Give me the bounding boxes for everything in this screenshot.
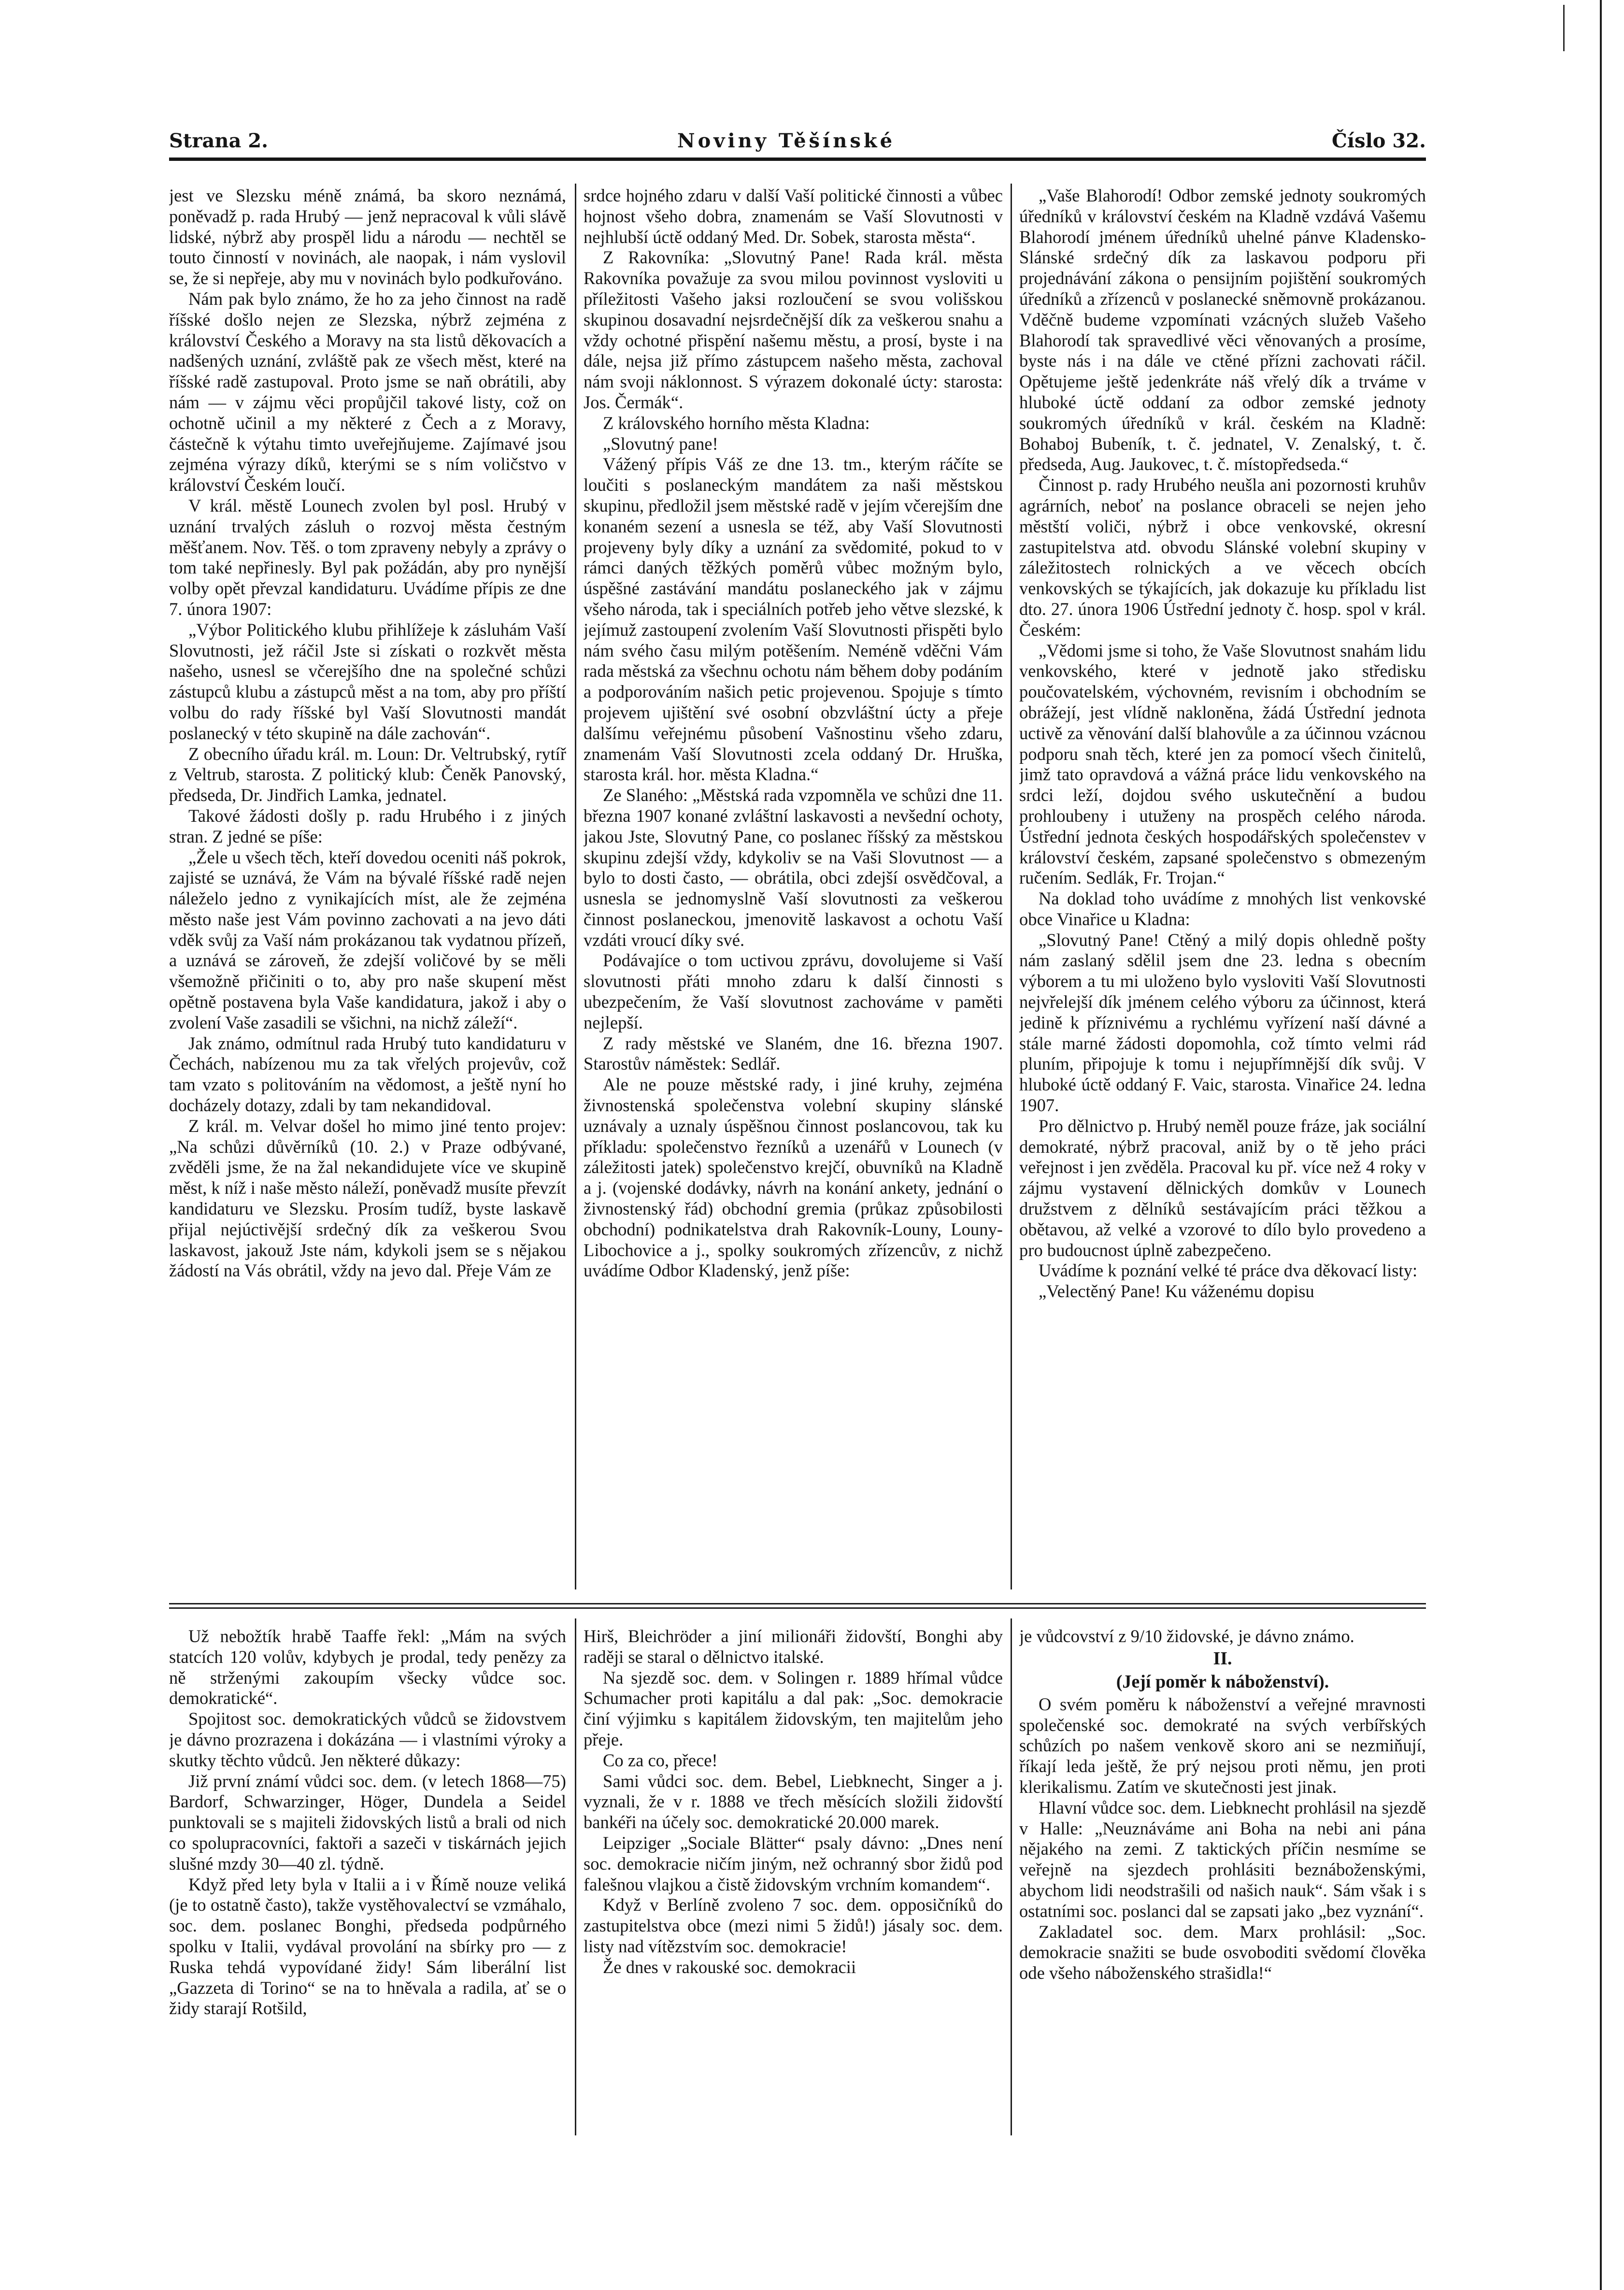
- page-number: Strana 2.: [169, 129, 269, 152]
- paragraph: Z rady městské ve Slaném, dne 16. března 1907. Starostův náměstek: Sedlář.: [584, 1033, 1003, 1074]
- paragraph: Z obecního úřadu král. m. Loun: Dr. Veltrubský, rytíř z Veltrub, starosta. Z politický klub: Čeněk Panovský, předseda, Dr. Jindřich Lamka, jednatel.: [169, 744, 566, 805]
- paragraph: Již první známí vůdci soc. dem. (v letech 1868—75) Bardorf, Schwarzinger, Höger, Dundela a Seidel punktovali se s majiteli židovských listů a brali od nich co spolupracovníci, faktoři a sazeči v tiskárnách jejich slušné mzdy 30—40 zl. týdně.: [169, 1771, 566, 1874]
- page-edge-shadow: [1600, 0, 1602, 2290]
- paragraph: Když v Berlíně zvoleno 7 soc. dem. opposičníků do zastupitelstva obce (mezi nimi 5 židů!) jásaly soc. dem. listy nad vítězstvím soc. demokracie!: [584, 1895, 1003, 1956]
- paragraph: Sami vůdci soc. dem. Bebel, Liebknecht, Singer a j. vyznali, že v r. 1888 ve třech měsících složili židovští bankéři na účely soc. demokratické 20.000 marek.: [584, 1771, 1003, 1832]
- section-number: II.: [1213, 1648, 1232, 1669]
- newspaper-title: Noviny Těšínské: [677, 129, 896, 152]
- paragraph: Činnost p. rady Hrubého neušla ani pozornosti kruhův agrárních, neboť na poslance obraceli se nejen jeho městští voliči, nýbrž i obce venkovské, okresní zastupitelstva atd. obvodu Slánské volební skupiny v záležitostech rolnických a ve věcech obcích venkovských se týkajících, jak dokazuje ku příkladu list dto. 27. února 1906 Ústřední jednoty č. hosp. spol v král. Českém:: [1019, 475, 1426, 640]
- article-column-2: [584, 186, 1003, 1589]
- paragraph: Na doklad toho uvádíme z mnohých list venkovské obce Vinařice u Kladna:: [1019, 888, 1426, 929]
- paragraph: srdce hojného zdaru v další Vaší politické činnosti a vůbec hojnost všeho dobra, znamenám se Vaší Slovutnosti v nejhlubší úctě oddaný Med. Dr. Sobek, starosta města“.: [584, 186, 1003, 247]
- paragraph: Na sjezdě soc. dem. v Solingen r. 1889 hřímal vůdce Schumacher proti kapitálu a dal pak: „Soc. demokracie činí výjimku s kapitálem židovským, ten majitelům jeho přeje.: [584, 1667, 1003, 1749]
- paragraph: „Vědomi jsme si toho, že Vaše Slovutnost snahám lidu venkovského, které v jednotě jako středisku poučovatelském, výchovném, revisním i obchodním se obrážejí, jest vlídně nakloněna, žádá Ústřední jednota uctivě za věnování další blahovůle a za účinnou vzácnou podporu snah těch, které jen za pomocí všech činitelů, jimž tato opravdová a vážná práce lidu venkovského na srdci leží, dojdou svého uskutečnění a budou prohloubeny i utuženy na prospěch celého národa. Ústřední jednota českých hospodářských společenstev v království českém, zapsané společenstvo s obmezeným ručením. Sedlák, Fr. Trojan.“: [1019, 640, 1426, 888]
- article-column-2-lower: [584, 1626, 1003, 2134]
- paragraph: Vážený přípis Váš ze dne 13. tm., kterým ráčíte se loučiti s poslaneckým mandátem za naši městskou skupinu, předložil jsem městské radě v jejím včerejším dne konaném sezení a usnesla se též, aby Vaší Slovutnosti projeveny byly díky a uznání za svědomité, pokud to v rámci daných těžkých poměrů vůbec možným bylo, úspěšné zastávání mandátu poslaneckého jak v zájmu všeho národa, tak i speciálních potřeb jeho větve slezské, k jejímuž zastoupení zvolením Vaší Slovutnosti přispěti bylo nám svého času milým potěšením. Neméně vděčni Vám rada městská za všechnu ochotu nám během doby podáním a podporováním našich petic projevenou. Spojuje s tímto projevem ujištění své osobní obzvláštní úcty a přeje dalšímu veřejnému působení Vašnostinu všeho zdaru, znamenám Vaší Slovutnosti zcela oddaný Dr. Hruška, starosta král. hor. města Kladna.“: [584, 454, 1003, 785]
- paragraph: Ale ne pouze městské rady, i jiné kruhy, zejména živnostenská společenstva volební skupiny slánské uznávaly a uznaly úspěšnou činnost poslancovou, tak ku příkladu: společenstvo řezníků a uzenářů v Lounech (v záležitosti jatek) společenstvo krejčí, obuvníků na Kladně a j. (vojenské dodávky, návrh na konání ankety, jednání o živnostenský řád) obchodní gremia (průkaz způsobilosti obchodní) podnikatelstva drah Rakovník-Louny, Louny-Libochovice a j., spolky soukromých zřízencův, z nichž uvádíme Odbor Kladenský, jenž píše:: [584, 1074, 1003, 1281]
- paragraph: Zakladatel soc. dem. Marx prohlásil: „Soc. demokracie snažiti se bude osvoboditi svědomí člověka ode všeho náboženského strašidla!“: [1019, 1921, 1426, 1983]
- section-heading: (Její poměr k náboženství).: [1116, 1671, 1329, 1692]
- paragraph: Leipziger „Sociale Blätter“ psaly dávno: „Dnes není soc. demokracie ničím jiným, než ochranný sbor židů pod falešnou vlajkou a čistě židovským vrchním komandem“.: [584, 1832, 1003, 1894]
- paragraph: Uvádíme k poznání velké té práce dva děkovací listy:: [1039, 1260, 1418, 1281]
- article-column-3-lower: [1019, 1626, 1426, 2134]
- paragraph: „Slovutný pane!: [603, 433, 718, 454]
- paragraph: Takové žádosti došly p. radu Hrubého i z jiných stran. Z jedné se píše:: [169, 805, 566, 846]
- article-column-1-lower: [169, 1626, 566, 2134]
- paragraph: Spojitost soc. demokratických vůdců se židovstvem je dávno prozrazena i dokázána — i vlastními výroky a skutky těchto vůdců. Jen některé důkazy:: [169, 1709, 566, 1770]
- paragraph: „Velectěný Pane! Ku váženému dopisu: [1039, 1281, 1314, 1302]
- paragraph: Z královského horního města Kladna:: [603, 413, 870, 433]
- paragraph: Podávajíce o tom uctivou zprávu, dovolujeme si Vaší slovutnosti přáti mnoho zdaru k další činnosti s ubezpečením, že Vaší slovutnost zachováme v paměti nejlepší.: [584, 950, 1003, 1032]
- article-column-3: [1019, 186, 1426, 1589]
- paragraph: V král. městě Lounech zvolen byl posl. Hrubý v uznání trvalých zásluh o rozvoj města čestným měšťanem. Nov. Těš. o tom zpraveny nebyly a zprávy o tom také nepřinesly. Byl pak požádán, aby pro nynější volby opět převzal kandidaturu. Uvádíme přípis ze dne 7. února 1907:: [169, 495, 566, 619]
- paragraph: Už nebožtík hrabě Taaffe řekl: „Mám na svých statcích 120 volův, kdybych je prodal, tedy penězy za ně strženými zakoupím všecky vůdce soc. demokratické“.: [169, 1626, 566, 1708]
- paragraph: „Žele u všech těch, kteří dovedou oceniti náš pokrok, zajisté se uznává, že Vám na bývalé říšské radě nejen náleželo jedno z vynikajících míst, ale že zejména město naše jest Vám povinno zachovati a na jevo dáti vděk svůj za Vaší nám prokázanou tak vydatnou přízeň, a uznává se zároveň, že zdejší voličové by se měli všemožně přičiniti o to, aby pro naše skupení měst opětně postavena byla Vaše kandidatura, jakož i aby o zvolení Vaše zasadili se všichni, na nichž záleží“.: [169, 847, 566, 1032]
- paragraph: „Vaše Blahorodí! Odbor zemské jednoty soukromých úředníků v království českém na Kladně vzdává Vašemu Blahorodí jménem úředníků uhelné pánve Kladensko-Slánské srdečný dík za laskavou podporu při projednávání zákona o pensijním pojištění soukromých úředníků a zřízenců v poslanecké sněmovně prokázanou. Vděčně budeme vzpomínati vzácných služeb Vašeho Blahorodí tak spravedlivé věci věnovaných a prosíme, byste nás i na dále ve ctěné přízni zachovati ráčil. Opětujeme ještě jedenkráte náš vřelý dík a trváme v hluboké úctě oddaní za odbor zemské jednoty soukromých úředníků v král. českém na Kladně: Bohaboj Bubeník, t. č. jednatel, V. Zenalský, t. č. předseda, Aug. Jaukovec, t. č. místopředseda.“: [1019, 186, 1426, 474]
- scan-mark: [1563, 5, 1565, 51]
- paragraph: „Slovutný Pane! Ctěný a milý dopis ohledně pošty nám zaslaný sdělil jsem dne 23. ledna s obecním výborem a tu mi uloženo bylo vysloviti Vaší Slovutnosti nejvřelejší dík jménem celého výboru za účinnost, která jedině k příznivému a rychlému vyřízení naší dávné a stále marné žádosti dopomohla, což tímto velmi rád pluním, připojuje k tomu i nejupřímnější dík svůj. V hluboké úctě oddaný F. Vaic, starosta. Vinařice 24. ledna 1907.: [1019, 930, 1426, 1116]
- column-divider: [575, 184, 576, 1589]
- column-divider: [1011, 184, 1012, 1589]
- paragraph: jest ve Slezsku méně známá, ba skoro neznámá, poněvadž p. rada Hrubý — jenž nepracoval k vůli slávě lidské, nýbrž aby prospěl lidu a národu — nechtěl se touto činností v novinách, ale naopak, i nám vyslovil se, že si nepřeje, aby mu v novinách bylo podkuřováno.: [169, 186, 566, 288]
- paragraph: O svém poměru k náboženství a veřejné mravnosti společenské soc. demokraté na svých verbířských schůzích po našem venkově skoro ani se nezmiňují, říkají leda ještě, že prý nejsou proti němu, jen proti klerikalismu. Zatím ve skutečnosti jest jinak.: [1019, 1694, 1426, 1797]
- issue-number: Číslo 32.: [1332, 129, 1426, 152]
- paragraph: Pro dělnictvo p. Hrubý neměl pouze fráze, jak sociální demokraté, nýbrž pracoval, aniž by o tě jeho práci veřejnost i jen zvěděla. Pracoval ku př. více než 4 roky v zájmu vystavení dělnických domkův v Lounech družstvem z dělníků sestávajícím práci těžkou a obětavou, až velké a vzorové to dílo bylo provedeno a pro budoucnost úplně zabezpečeno.: [1019, 1116, 1426, 1260]
- article-column-1: [169, 186, 566, 1589]
- masthead: [169, 127, 1426, 157]
- column-divider: [575, 1618, 576, 2135]
- paragraph: Z král. m. Velvar došel ho mimo jiné tento projev: „Na schůzi důvěrníků (10. 2.) v Praze odbývané, zvěděli jsme, že na žal nekandidujete více ve skupině měst, k níž i naše město náleží, poněvadž musíte převzít kandidaturu ve Slezsku. Prosím tudíž, byste laskavě přijal nejúctivější srdečný dík za veškerou Svou laskavost, jakouž Jste nám, kdykoli jsem se s nějakou žádostí na Vás obrátil, vždy na jevo dal. Přeje Vám ze: [169, 1116, 566, 1281]
- paragraph: Z Rakovníka: „Slovutný Pane! Rada král. města Rakovníka považuje za svou milou povinnost vysloviti u příležitosti Vašeho jaksi rozloučení se svou volišskou skupinou dosavadní nejsrdečnější dík za veškerou snahu a vždy ochotné přispění našemu městu, a prosí, byste i na dále, nejsa již přímo zástupcem našeho města, zachoval nám svoji náklonnost. S výrazem dokonalé úcty: starosta: Jos. Čermák“.: [584, 247, 1003, 412]
- column-divider: [1011, 1618, 1012, 2135]
- paragraph: Co za co, přece!: [603, 1750, 718, 1770]
- paragraph: Hirš, Bleichröder a jiní milionáři židovští, Bonghi aby raději se staral o dělnictvo italské.: [584, 1626, 1003, 1667]
- paragraph: Hlavní vůdce soc. dem. Liebknecht prohlásil na sjezdě v Halle: „Neuznáváme ani Boha na nebi ani pána nějakého na zemi. Z taktických příčin nesmíme se veřejně na sjezdech prohlásiti beznáboženskými, abychom lidi neodstrašili od našich nauk“. Sám však i s ostatními soc. poslanci dal se zapsati jako „bez vyznání“.: [1019, 1797, 1426, 1921]
- paragraph: „Výbor Politického klubu přihlížeje k zásluhám Vaší Slovutnosti, jež ráčil Jste si získati o rozkvět města našeho, usnesl se včerejšího dne na společné schůzi zástupců klubu a zástupců měst a na tom, aby pro příští volbu do rady říšské byl Vaší Slovutnosti mandát poslanecký v této skupině na dále zachován“.: [169, 619, 566, 743]
- paragraph: je vůdcovství z 9/10 židovské, je dávno známo.: [1019, 1626, 1354, 1646]
- paragraph: Když před lety byla v Italii a i v Římě nouze veliká (je to ostatně často), takže vystěhovalectví se vzmáhalo, soc. dem. poslanec Bonghi, předseda podpůrného spolku v Italii, vydával provolání na sbírky pro — z Ruska tehdá vypovídané židy! Sám liberální list „Gazzeta di Torino“ se na to hněvala a radila, ať se o židy starají Rotšild,: [169, 1874, 566, 2018]
- paragraph: Jak známo, odmítnul rada Hrubý tuto kandidaturu v Čechách, nabízenou mu za tak vřelých projevův, což tam vzato s politováním na vědomost, a ještě nyní ho docházely dotazy, zdali by tam nekandidoval.: [169, 1033, 566, 1116]
- paragraph: Nám pak bylo známo, že ho za jeho činnost na radě říšské došlo nejen ze Slezska, nýbrž zejména z království Českého a Moravy na sta listů děkovacích a nadšených uznání, zvláště pak ze všech měst, které na říšské radě zastupoval. Proto jsme se naň obrátili, aby nám — v zájmu věci propůjčil takové listy, což on ochotně učinil a my některé z Čech a z Moravy, částečně k výtahu timto uveřejňujeme. Zajímavé jsou zejména výrazy díků, kterými se s ním voličstvo v království Českém loučí.: [169, 288, 566, 495]
- paragraph: Že dnes v rakouské soc. demokracii: [603, 1957, 856, 1977]
- masthead-rule: [169, 157, 1426, 161]
- section-divider: [169, 1603, 1426, 1609]
- paragraph: Ze Slaného: „Městská rada vzpomněla ve schůzi dne 11. března 1907 konané zvláštní laskavosti a nevšední ochoty, jakou Jste, Slovutný Pane, co poslanec říšský za městskou skupinu zdejší vždy, kdykoliv se na Vaši Slovutnost — a bylo to dosti často, — obrátila, obci zdejší osvědčoval, a usnesla se jednomyslně Vaší slovutnosti za veškerou činnost poslaneckou, jmenovitě laskavost a ochotu Vaší vzdáti vroucí díky své.: [584, 785, 1003, 950]
